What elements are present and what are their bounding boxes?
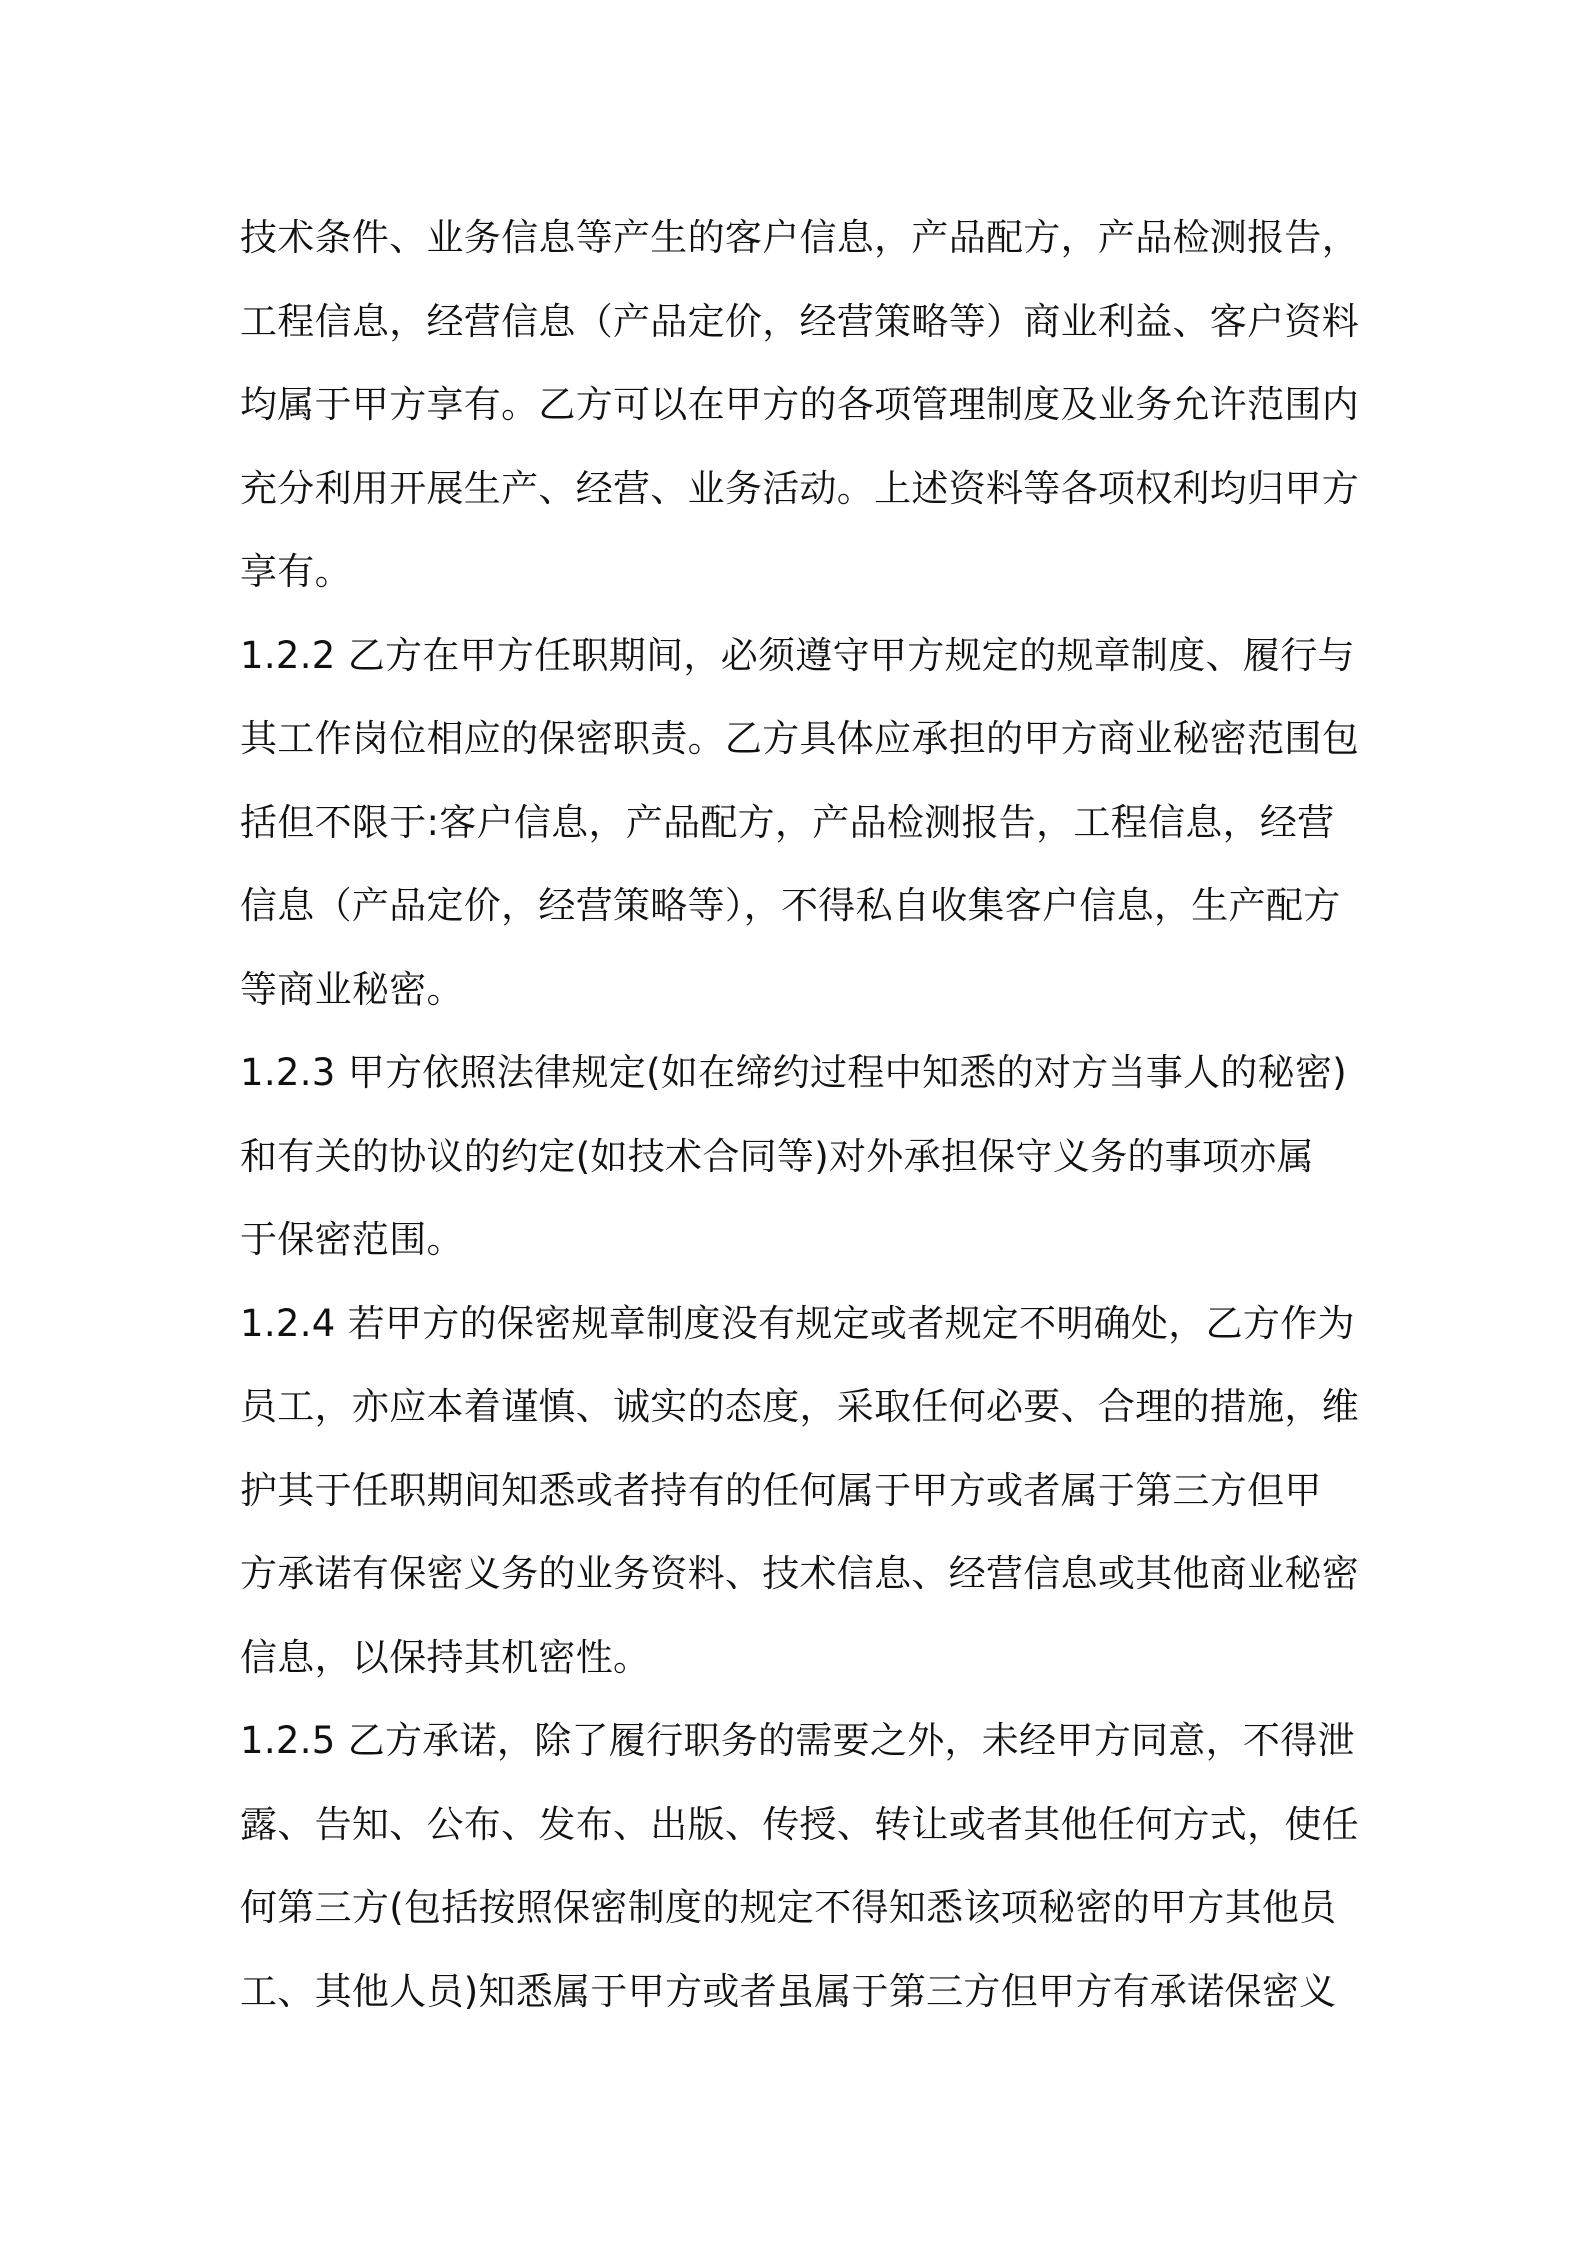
text-line: 工、其他人员)知悉属于甲方或者虽属于第三方但甲方有承诺保密义	[240, 1969, 1337, 2013]
text-line: 1.2.3 甲方依照法律规定(如在缔约过程中知悉的对方当事人的秘密)	[240, 1051, 1347, 1094]
text-line: 和有关的协议的约定(如技术合同等)对外承担保守义务的事项亦属	[240, 1134, 1314, 1178]
text-line: 均属于甲方享有。乙方可以在甲方的各项管理制度及业务允许范围内	[240, 383, 1359, 426]
text-line: 何第三方(包括按照保密制度的规定不得知悉该项秘密的甲方其他员	[240, 1886, 1337, 1929]
text-line: 信息，以保持其机密性。	[240, 1635, 651, 1679]
text-line: 护其于任职期间知悉或者持有的任何属于甲方或者属于第三方但甲	[240, 1468, 1322, 1512]
text-line: 方承诺有保密义务的业务资料、技术信息、经营信息或其他商业秘密	[240, 1552, 1359, 1595]
text-line: 员工，亦应本着谨慎、诚实的态度，采取任何必要、合理的措施，维	[240, 1385, 1359, 1428]
text-line: 工程信息，经营信息（产品定价，经营策略等）商业利益、客户资料	[240, 299, 1359, 343]
text-line: 信息（产品定价，经营策略等），不得私自收集客户信息，生产配方	[240, 884, 1341, 927]
text-line: 1.2.2 乙方在甲方任职期间，必须遵守甲方规定的规章制度、履行与	[240, 633, 1355, 677]
text-line: 技术条件、业务信息等产生的客户信息，产品配方，产品检测报告，	[240, 216, 1359, 259]
text-line: 于保密范围。	[240, 1218, 464, 1261]
text-line: 等商业秘密。	[240, 967, 464, 1011]
document-body	[240, 196, 1360, 2033]
text-line: 1.2.5 乙方承诺，除了履行职务的需要之外，未经甲方同意，不得泄	[240, 1719, 1355, 1762]
text-line: 1.2.4 若甲方的保密规章制度没有规定或者规定不明确处，乙方作为	[240, 1301, 1355, 1345]
text-line: 享有。	[240, 550, 352, 593]
text-line: 其工作岗位相应的保密职责。乙方具体应承担的甲方商业秘密范围包	[240, 717, 1359, 760]
text-line: 括但不限于:客户信息，产品配方，产品检测报告，工程信息，经营	[240, 800, 1335, 844]
text-line: 露、告知、公布、发布、出版、传授、转让或者其他任何方式，使任	[240, 1802, 1359, 1846]
text-line: 充分利用开展生产、经营、业务活动。上述资料等各项权利均归甲方	[240, 466, 1359, 510]
